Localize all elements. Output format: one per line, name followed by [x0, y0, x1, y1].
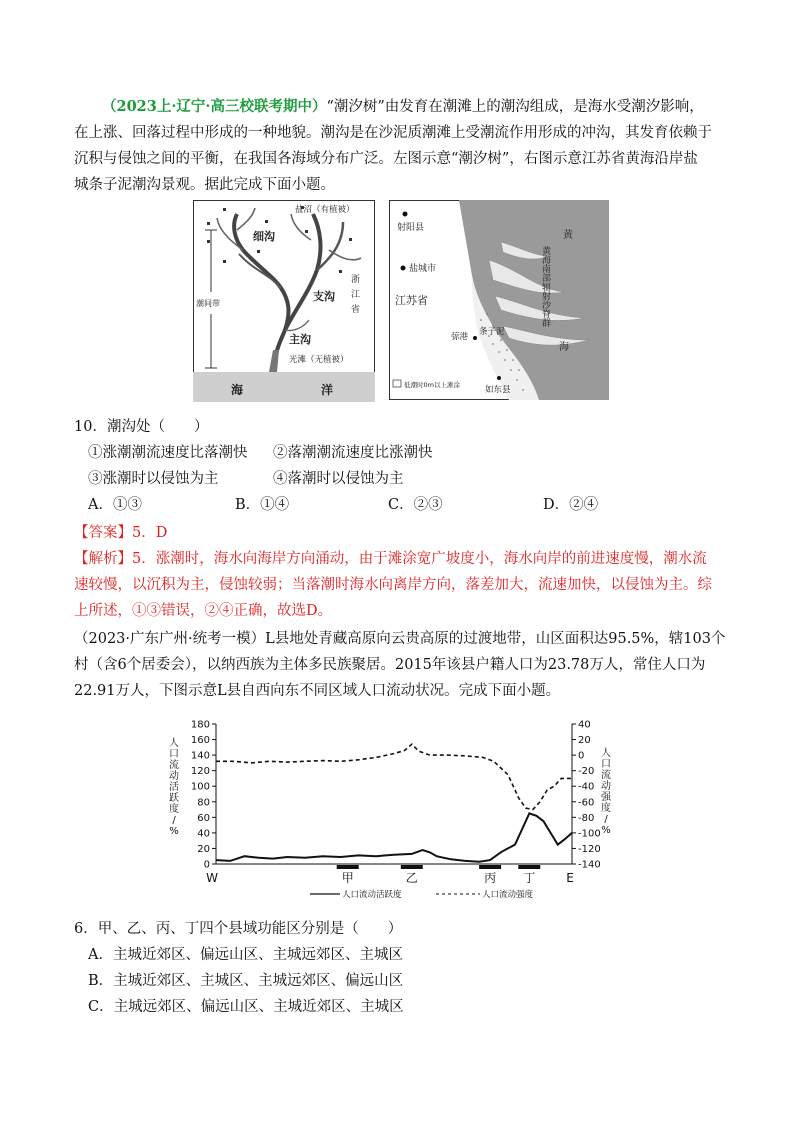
right-axis-title: / [604, 814, 608, 825]
q10-answer [74, 520, 726, 546]
direction-label-west: W [206, 871, 218, 885]
right-axis-title: 流 [601, 770, 611, 781]
q6-intro-line-1: （2023·广东广州·统考一模）L县地处青藏高原向云贵高原的过渡地带，山区面积达95.5%，辖103个 [74, 631, 726, 647]
q10-analysis [74, 546, 726, 624]
right-tick-label: -40 [578, 781, 595, 793]
right-axis-title: % [601, 825, 611, 836]
label-huang: 黄 [563, 230, 573, 241]
label-branch-channel: 支沟 [313, 290, 335, 303]
left-tick-label: 180 [190, 719, 210, 731]
direction-label-east: E [566, 871, 574, 885]
left-tick-label: 20 [197, 843, 210, 855]
left-axis-title: 跃 [169, 793, 179, 804]
label-hai: 海 [231, 383, 244, 397]
left-tick-label: 100 [190, 781, 210, 793]
q10-choice-1: ①涨潮潮流速度比落潮快 [88, 445, 248, 461]
left-tick-label: 60 [197, 812, 210, 824]
q10-intro [74, 94, 726, 198]
label-yancheng: 盐城市 [409, 264, 437, 274]
label-zhe: 浙 [351, 275, 361, 285]
left-tick-label: 0 [203, 859, 210, 871]
q10-stem: 10．潮沟处（ ） [74, 419, 209, 435]
tidal-tree-map [193, 200, 375, 402]
label-sand-ridges: 黄海南部辐射沙脊群 [540, 246, 550, 327]
analysis-line-1: 5．涨潮时，海水向海岸方向涌动，由于滩涂宽广坡度小，海水向岸的前进速度慢，潮水流 [132, 551, 707, 567]
right-tick-label: -120 [578, 843, 601, 855]
q10-option-b[interactable]: B．①④ [235, 497, 290, 513]
q10-intro-line-1: “潮汐树”由发育在潮滩上的潮沟组成，是海水受潮汐影响， [326, 99, 704, 115]
q10-intro-line-3: 沉积与侵蚀之间的平衡，在我国各海域分布广泛。左图示意“潮汐树”，右图示意江苏省黄海沿岸盐 [74, 151, 698, 167]
right-axis-title: 口 [601, 759, 611, 770]
left-axis-title: 流 [169, 760, 179, 771]
left-axis-title: 度 [169, 804, 179, 815]
left-tick-label: 80 [197, 797, 210, 809]
label-jiangsu: 江苏省 [395, 294, 428, 307]
q6-option-b[interactable]: B．主城近郊区、主城区、主城远郊区、偏远山区 [88, 973, 404, 989]
q6-intro-line-3: 22.91万人，下图示意L县自西向东不同区域人口流动状况。完成下面小题。 [74, 683, 561, 699]
label-main-channel: 主沟 [289, 333, 311, 346]
q10-choice-2: ②落潮潮流速度比涨潮快 [273, 445, 433, 461]
right-tick-label: 20 [578, 735, 591, 747]
q6-intro [74, 626, 726, 704]
q10-option-d[interactable]: D．②④ [543, 497, 599, 513]
left-tick-label: 40 [197, 828, 210, 840]
legend-solid-label: 人口流动活跃度 [342, 890, 402, 900]
legend-dashed-label: 人口流动强度 [482, 890, 534, 900]
right-tick-label: 0 [578, 750, 585, 762]
label-yang: 洋 [321, 383, 334, 397]
left-tick-label: 160 [190, 735, 210, 747]
q10-option-c[interactable]: C．②③ [388, 497, 443, 513]
q10-choices-row-2 [88, 466, 708, 492]
analysis-line-3: 上所述，①③错误，②④正确，故选D。 [74, 603, 333, 619]
label-salt-marsh: 盐沼（有植被） [295, 205, 355, 215]
label-jiang: 江 [351, 290, 361, 300]
region-label: 乙 [405, 871, 418, 885]
right-tick-label: -80 [578, 812, 595, 824]
jiangsu-coast-map [389, 200, 609, 400]
right-tick-label: -20 [578, 766, 595, 778]
left-axis-title: 口 [169, 749, 179, 760]
region-label: 甲 [341, 871, 354, 885]
q10-option-a[interactable]: A．①③ [88, 497, 142, 513]
q6-option-a[interactable]: A．主城近郊区、偏远山区、主城远郊区、主城区 [88, 947, 403, 963]
left-axis-title: 活 [169, 782, 179, 793]
answer-value: 5．D [132, 525, 168, 541]
q10-choices-row-1 [88, 440, 708, 466]
left-tick-label: 120 [190, 766, 210, 778]
label-bare-flat: 光滩（无植被） [289, 355, 349, 365]
region-bar [337, 865, 359, 869]
q10-options [88, 492, 708, 518]
left-tick-label: 140 [190, 750, 210, 762]
population-flow-chart [160, 716, 620, 906]
right-axis-title: 度 [601, 803, 611, 814]
label-intertidal: 潮间带 [196, 299, 220, 308]
left-axis-title: / [172, 815, 176, 826]
right-tick-label: 40 [578, 719, 591, 731]
q10-source: （2023上·辽宁·高三校联考期中） [102, 98, 327, 115]
q10-intro-line-2: 在上涨、回落过程中形成的一种地貌。潮沟是在沙泥质潮滩上受潮流作用形成的冲沟，其发育依赖于 [74, 125, 712, 141]
label-tiaozini: 条子泥 [479, 327, 505, 337]
label-rudong: 如东县 [485, 385, 511, 395]
analysis-tag: 【解析】 [74, 551, 132, 567]
label-sheng: 省 [351, 305, 361, 315]
q6-stem: 6．甲、乙、丙、丁四个县域功能区分别是（ ） [74, 921, 403, 937]
region-bar [401, 865, 423, 869]
label-sea: 海 [559, 342, 569, 353]
q6-option-c[interactable]: C．主城远郊区、偏远山区、主城近郊区、主城区 [88, 999, 404, 1015]
right-tick-label: -140 [578, 859, 601, 871]
analysis-line-2: 速较慢，以沉积为主，侵蚀较弱；当落潮时海水向离岸方向，落差加大，流速加快，以侵蚀为主。综 [74, 577, 712, 593]
answer-tag: 【答案】 [74, 525, 132, 541]
right-axis-title: 动 [601, 781, 611, 792]
label-sheyang: 射阳县 [397, 223, 425, 233]
right-tick-label: -60 [578, 797, 595, 809]
right-tick-label: -100 [578, 828, 601, 840]
label-qionggang: 弶港 [451, 332, 469, 342]
legend-tidal-flat: 低潮时0m以上滩涂 [404, 381, 460, 389]
region-bar [479, 865, 501, 869]
q10-choice-3: ③涨潮时以侵蚀为主 [88, 471, 219, 487]
left-axis-title: 人 [169, 738, 179, 749]
right-axis-title: 人 [601, 748, 611, 759]
region-bar [518, 865, 540, 869]
label-fine-channel: 细沟 [253, 230, 275, 243]
q10-intro-line-4: 城条子泥潮沟景观。据此完成下面小题。 [74, 177, 335, 193]
left-axis-title: 动 [169, 771, 179, 782]
region-label: 丙 [484, 871, 497, 885]
series-line-2 [216, 744, 572, 809]
series-line-1 [216, 813, 572, 861]
q6-intro-line-2: 村（含6个居委会），以纳西族为主体多民族聚居。2015年该县户籍人口为23.78万人，常住人口为 [74, 657, 706, 673]
left-axis-title: % [169, 826, 179, 837]
region-label: 丁 [523, 871, 536, 885]
q10-choice-4: ④落潮时以侵蚀为主 [273, 471, 404, 487]
right-axis-title: 强 [601, 792, 611, 803]
